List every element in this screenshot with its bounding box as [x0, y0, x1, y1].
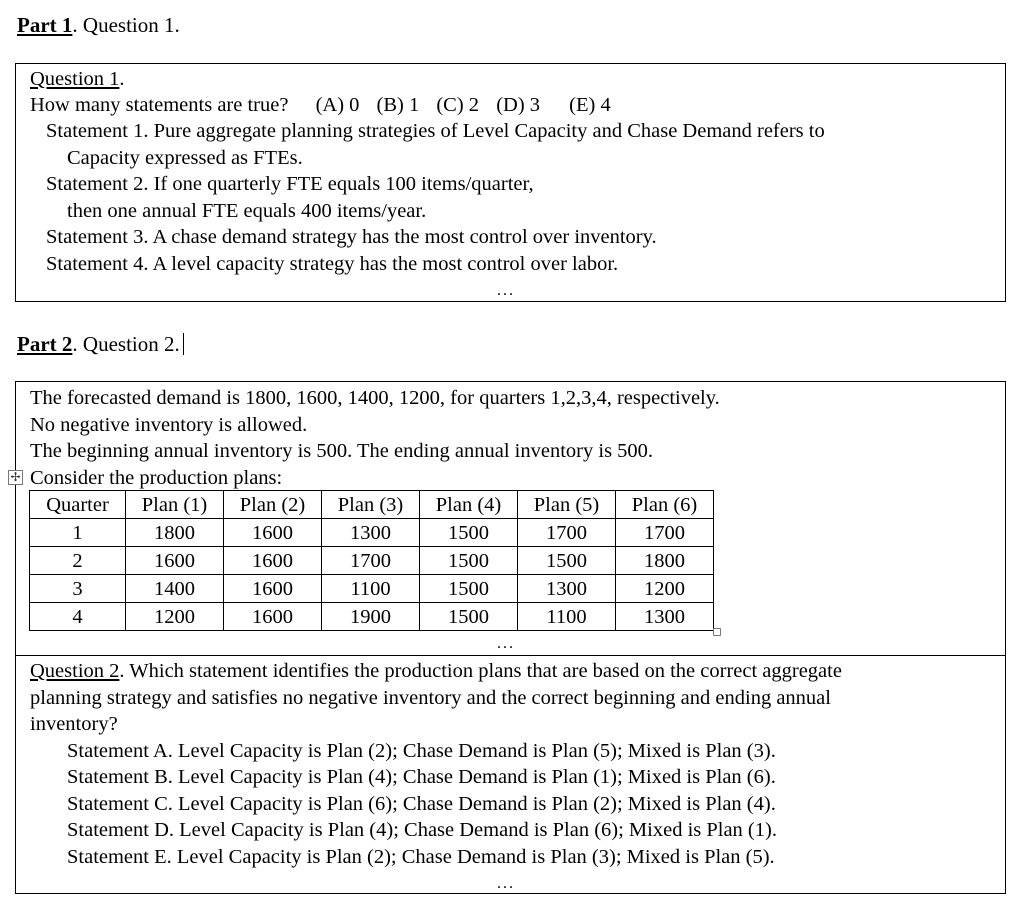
table-cell: 1300 — [518, 575, 616, 603]
statement4: Statement 4. A level capacity strategy has the most control over labor. — [46, 253, 619, 275]
table-row — [30, 547, 714, 575]
table-cell: 4 — [30, 603, 126, 631]
table-cell: 1600 — [224, 547, 322, 575]
part2-title: . Question 2. — [72, 332, 180, 356]
table-cell: 3 — [30, 575, 126, 603]
table-cell: 1600 — [126, 547, 224, 575]
statement-a: Statement A. Level Capacity is Plan (2); Chase Demand is Plan (5); Mixed is Plan (3). — [67, 740, 776, 762]
option-c: (C) 2 — [436, 94, 480, 116]
problem-line3: The beginning annual inventory is 500. The ending annual inventory is 500. — [30, 440, 654, 462]
part2-label: Part 2 — [17, 332, 73, 356]
question1-prompt-line — [30, 92, 611, 118]
question1-box — [15, 63, 1006, 302]
problem-line2: No negative inventory is allowed. — [30, 414, 308, 436]
option-a: (A) 0 — [315, 94, 360, 116]
header-plan-1: Plan (1) — [126, 491, 224, 519]
table-cell: 1100 — [322, 575, 420, 603]
table-cell: 2 — [30, 547, 126, 575]
header-plan-6: Plan (6) — [616, 491, 714, 519]
table-resize-handle[interactable] — [713, 628, 721, 636]
statement2-line2: then one annual FTE equals 400 items/year. — [67, 200, 427, 222]
table-cell: 1200 — [126, 603, 224, 631]
table-cell: 1700 — [322, 547, 420, 575]
statement2-line1: Statement 2. If one quarterly FTE equals 100 items/quarter, — [46, 173, 534, 195]
statement3: Statement 3. A chase demand strategy has the most control over inventory. — [46, 226, 657, 248]
table-cell: 1700 — [616, 519, 714, 547]
statement-e: Statement E. Level Capacity is Plan (2); Chase Demand is Plan (3); Mixed is Plan (5). — [67, 846, 775, 868]
text-cursor — [183, 333, 184, 355]
table-cell: 1500 — [420, 547, 518, 575]
problem-line1: The forecasted demand is 1800, 1600, 1400, 1200, for quarters 1,2,3,4, respectively. — [30, 387, 720, 409]
table-cell: 1500 — [420, 603, 518, 631]
header-plan-4: Plan (4) — [420, 491, 518, 519]
question2-box — [15, 655, 1006, 894]
question2-text-line2: planning strategy and satisfies no negative inventory and the correct beginning and ending annual — [30, 687, 831, 709]
problem-line4: Consider the production plans: — [30, 467, 283, 489]
question1-prompt: How many statements are true? — [30, 94, 289, 116]
table-row — [30, 519, 714, 547]
table-cell: 1900 — [322, 603, 420, 631]
table-cell: 1300 — [322, 519, 420, 547]
question2-ellipsis: ... — [497, 875, 515, 892]
table-cell: 1300 — [616, 603, 714, 631]
table-cell: 1200 — [616, 575, 714, 603]
table-cell: 1800 — [126, 519, 224, 547]
question2-line1 — [30, 658, 842, 684]
statement1-line1: Statement 1. Pure aggregate planning strategies of Level Capacity and Chase Demand refers to — [46, 120, 825, 142]
option-d: (D) 3 — [496, 94, 541, 116]
table-move-handle-icon[interactable]: ✢ — [8, 470, 23, 485]
table-cell: 1600 — [224, 519, 322, 547]
part1-title: . Question 1. — [72, 13, 180, 37]
table-cell: 1500 — [420, 519, 518, 547]
question1-label-suffix: . — [119, 68, 125, 90]
question2-label: Question 2 — [30, 660, 120, 682]
table-cell: 1500 — [518, 547, 616, 575]
problem-ellipsis: ... — [497, 635, 515, 652]
table-row — [30, 575, 714, 603]
question1-label-line — [30, 66, 125, 92]
statement-c: Statement C. Level Capacity is Plan (6); Chase Demand is Plan (2); Mixed is Plan (4). — [67, 793, 776, 815]
part1-heading — [17, 12, 180, 38]
option-e: (E) 4 — [569, 94, 611, 116]
header-plan-2: Plan (2) — [224, 491, 322, 519]
statement1-line2: Capacity expressed as FTEs. — [67, 147, 303, 169]
part2-heading — [17, 331, 184, 357]
option-b: (B) 1 — [376, 94, 420, 116]
table-cell: 1800 — [616, 547, 714, 575]
statement-d: Statement D. Level Capacity is Plan (4); Chase Demand is Plan (6); Mixed is Plan (1). — [67, 819, 777, 841]
table-header-row — [30, 491, 714, 519]
question1-ellipsis: ... — [497, 282, 515, 299]
header-quarter: Quarter — [30, 491, 126, 519]
question2-text-line3: inventory? — [30, 713, 118, 735]
part1-label: Part 1 — [17, 13, 73, 37]
header-plan-5: Plan (5) — [518, 491, 616, 519]
table-cell: 1600 — [224, 603, 322, 631]
header-plan-3: Plan (3) — [322, 491, 420, 519]
statement-b: Statement B. Level Capacity is Plan (4); Chase Demand is Plan (1); Mixed is Plan (6). — [67, 766, 776, 788]
question2-text-line1: . Which statement identifies the production plans that are based on the correct aggregate — [119, 660, 842, 682]
production-plans-table — [29, 490, 714, 631]
table-row — [30, 603, 714, 631]
question1-label: Question 1 — [30, 68, 120, 90]
table-cell: 1500 — [420, 575, 518, 603]
table-cell: 1 — [30, 519, 126, 547]
table-cell: 1400 — [126, 575, 224, 603]
table-cell: 1100 — [518, 603, 616, 631]
table-cell: 1700 — [518, 519, 616, 547]
table-cell: 1600 — [224, 575, 322, 603]
